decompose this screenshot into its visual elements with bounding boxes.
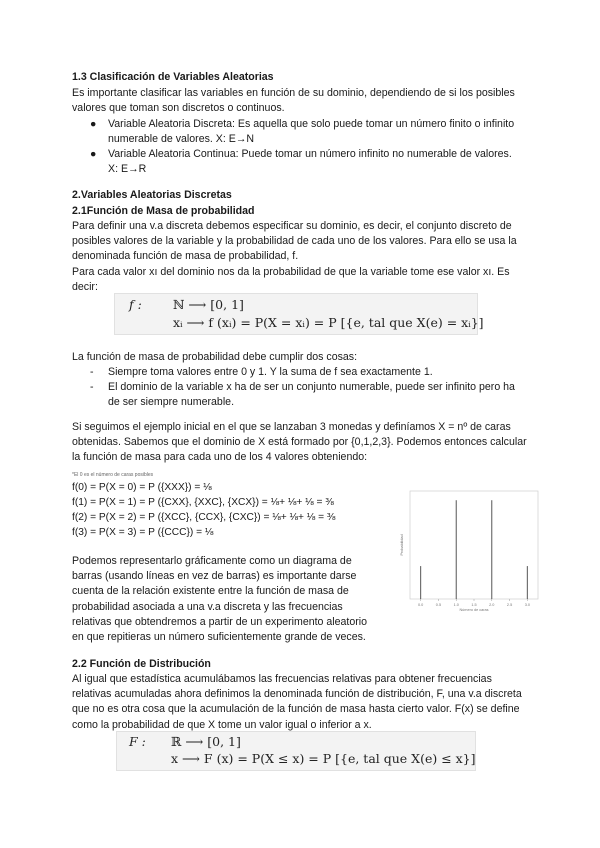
x-axis-label: Número de caras xyxy=(459,608,489,611)
x-tick-label: 0.0 xyxy=(418,603,424,607)
footnote: *El 0 es el número de caras posibles xyxy=(72,472,154,478)
chart-background xyxy=(396,485,542,611)
section-intro: Es importante clasificar las variables en función de su dominio, dependiendo de si los posibles valores que toman son discretos o continuos. xyxy=(72,87,515,115)
paragraph: Al igual que estadística acumulábamos las frecuencias relativas para obtener frecuencias relativas acumuladas ahora definimos la denominada función de distribución, F, una v.a discreta que no es otra cosa que la acumulación de la función de masa hasta cierto valor. F(x) se define como la probabilidad de que X tome un valor igual o inferior a x. xyxy=(72,673,522,731)
list-item: ● Variable Aleatoria Continua: Puede tomar un número infinito no numerable de valores. X: E→R xyxy=(90,148,512,175)
conditions-list xyxy=(90,365,520,410)
x-tick-label: 0.5 xyxy=(435,603,442,607)
list-item: ● Variable Aleatoria Discreta: Es aquella que solo puede tomar un número finito o infinito numerable de valores. X: E→N xyxy=(90,118,515,145)
mass-value-line: f(2) = P(X = 2) = P ({XCC}, {CCX}, {CXC}) = ⅛+ ⅛+ ⅛ = ⅜ xyxy=(72,512,336,523)
paragraph: Para definir una v.a discreta debemos especificar su dominio, es decir, el conjunto discreto de posibles valores de la variable y la probabilidad de cada uno de los valores. Para ello se usa la denominada función de masa de probabilidad, f. xyxy=(72,220,517,263)
x-tick-label: 3.0 xyxy=(524,603,530,607)
dash-icon: - xyxy=(90,366,94,378)
bullet-icon: ● xyxy=(90,148,97,160)
x-tick-label: 2.5 xyxy=(506,603,513,607)
paragraph: Si seguimos el ejemplo inicial en el que se lanzaban 3 monedas y definíamos X = nº de caras obtenidas. Sabemos que el dominio de X está formado por {0,1,2,3}. Podemos entonces calcular la función de masa para cada uno de los 4 valores obteniendo: xyxy=(72,421,527,464)
section-title: 1.3 Clasificación de Variables Aleatorias xyxy=(72,71,274,83)
mass-function-chart xyxy=(396,485,542,611)
paragraph: Para cada valor xı del dominio nos da la probabilidad de que la variable tome ese valor xı. Es decir: xyxy=(72,266,510,294)
variable-types-list xyxy=(90,117,520,177)
y-axis-label: Probabilidad xyxy=(400,534,404,556)
x-tick-label: 1.0 xyxy=(453,603,459,607)
mass-function-formula: f : ℕ ⟶ [0, 1] xᵢ ⟶ f (xᵢ) = P(X = xᵢ) = P [{e, tal que X(e) = xᵢ}] xyxy=(114,293,478,335)
mass-value-line: f(0) = P(X = 0) = P ({XXX}) = ⅛ xyxy=(72,482,212,493)
dash-icon: - xyxy=(90,381,94,393)
subsection-title: 2.2 Función de Distribución xyxy=(72,658,211,670)
mass-value-line: f(3) = P(X = 3) = P ({CCC}) = ⅛ xyxy=(72,527,214,538)
distribution-function-formula: F : ℝ ⟶ [0, 1] x ⟶ F (x) = P(X ≤ x) = P [{e, tal que X(e) ≤ x}] xyxy=(116,731,476,771)
list-item: - Siempre toma valores entre 0 y 1. Y la suma de f sea exactamente 1. xyxy=(90,366,433,378)
list-item: - El dominio de la variable x ha de ser un conjunto numerable, puede ser infinito pero ha de ser siempre numerable. xyxy=(90,381,515,408)
x-tick-label: 1.5 xyxy=(471,603,477,607)
paragraph: Podemos representarlo gráficamente como un diagrama de barras (usando líneas en vez de barras) es importante darse cuenta de la relación existente entre la función de masa de probabilidad asociada a una v.a discreta y las frecuencias relativas que obtendremos a partir de un experimento aleatorio en que repitieras un número suficientemente grande de veces. xyxy=(72,555,368,644)
section-title: 2.Variables Aleatorias Discretas xyxy=(72,189,232,201)
subsection-title: 2.1Función de Masa de probabilidad xyxy=(72,205,255,217)
x-tick-label: 2.0 xyxy=(489,603,495,607)
paragraph: La función de masa de probabilidad debe cumplir dos cosas: xyxy=(72,351,358,363)
mass-value-line: f(1) = P(X = 1) = P ({CXX}, {XXC}, {XCX}) = ⅛+ ⅛+ ⅛ = ⅜ xyxy=(72,497,334,508)
bullet-icon: ● xyxy=(90,118,97,130)
